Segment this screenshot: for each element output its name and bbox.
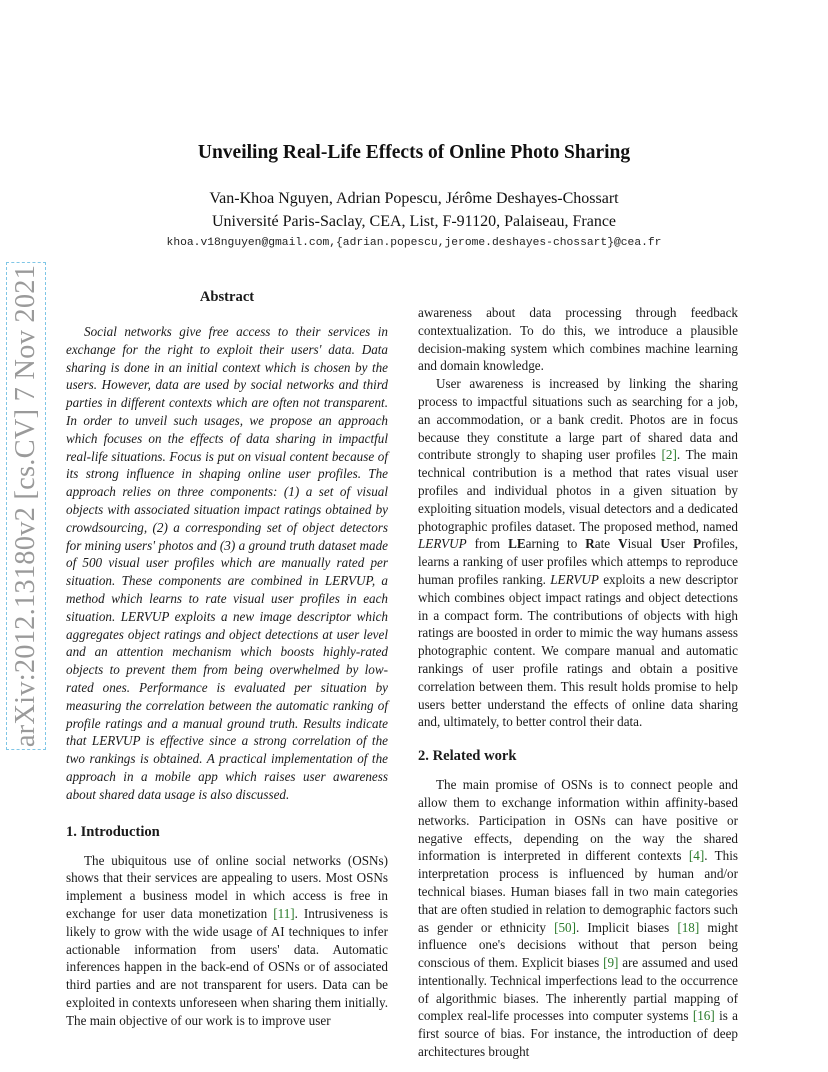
right-column — [418, 287, 738, 1061]
citation-link[interactable]: [11] — [273, 905, 295, 921]
abstract-text: Social networks give free access to their services in exchange for the right to exploit their users' data. Data sharing is done in an initial context which is chosen by the users. However, data are used by social networks and third parties in different contexts which are often not transparent. In order to unveil such usages, we propose an approach which focuses on the effects of data sharing in impactful real-life situations. Focus is put on visual content because of its strong influence in shaping online user profiles. The approach relies on three components: (1) a set of visual objects with associated situation impact ratings obtained by crowdsourcing, (2) a corresponding set of object detectors for mining users' photos and (3) a ground truth dataset made of 500 visual user profiles which are manually rated per situation. These components are combined in LERVUP, a method which learns to rate visual user profiles in each situation. LERVUP exploits a new image descriptor which aggregates object ratings and object detections at user level and an attention mechanism which boosts highly-rated objects to prevent them from being overwhelmed by low-rated ones. Performance is evaluated per situation by measuring the correlation between the automatic ranking of profile ratings and a manual ground truth. Results indicate that LERVUP is effective since a strong correlation of the two rankings is obtained. A practical implementation of the approach in a mobile app which raises user awareness about shared data usage is also discussed. — [66, 324, 388, 802]
section-heading-introduction: 1. Introduction — [66, 823, 160, 840]
method-name: LERVUP — [550, 571, 599, 587]
intro-paragraph-1: The ubiquitous use of online social networks (OSNs) shows that their services are appealing to users. Most OSNs implement a business model in which access is free in exchange for user data monetization [11]. Intrusiveness is likely to grow with the wide usage of AI techniques to infer actionable information from users' data. Automatic inferences happen in the back-end of OSNs or of associated third parties and are not transparent for users. Data can be exploited in contexts unforeseen when sharing them initially. The main objective of our work is to improve user — [66, 852, 388, 1028]
intro-paragraph-2: User awareness is increased by linking the sharing process to impactful situations such as searching for a job, an accommodation, or a bank credit. Photos are in focus because they constitute a large part of shared data and contribute strongly to shaping user profiles [2]. The main technical contribution is a method that rates visual user profiles and individual photos in a given situation by exploiting situation models, visual detectors and a dedicated photographic profiles dataset. The proposed method, named LERVUP from LEarning to Rate Visual User Profiles, learns a ranking of user profiles which attemps to reproduce human profiles ranking. LERVUP exploits a new descriptor which combines object impact ratings and object detections in a compact form. The contributions of objects with high ratings are boosted in order to mimic the way humans assess photographic content. We compare manual and automatic rankings of user profile ratings and obtain a positive correlation between them. This result holds promise to help users better understand the effects of online data sharing and, ultimately, to better control their data. — [418, 376, 738, 730]
authors: Van-Khoa Nguyen, Adrian Popescu, Jérôme Deshayes-Chossart — [209, 190, 619, 207]
left-column — [66, 287, 388, 1029]
method-name: LERVUP — [91, 733, 141, 749]
intro-paragraph-2: awareness about data processing through feedback contextualization. To do this, we introduce a plausible decision-making system which combines machine learning and domain knowledge. — [418, 305, 738, 374]
citation-link[interactable]: [16] — [692, 1008, 715, 1024]
emails: khoa.v18nguyen@gmail.com,{adrian.popescu,jerome.deshayes-chossart}@cea.fr — [166, 237, 662, 249]
citation-link[interactable]: [18] — [677, 919, 700, 935]
abstract-heading: Abstract — [199, 289, 255, 305]
affiliation: Université Paris-Saclay, CEA, List, F-91120, Palaiseau, France — [211, 213, 617, 230]
method-name: LERVUP — [418, 536, 467, 552]
section-heading-related-work: 2. Related work — [418, 748, 517, 765]
arxiv-id: arXiv:2012.13180v2 [cs.CV] 7 Nov 2021 — [10, 264, 41, 748]
related-paragraph-1: The main promise of OSNs is to connect people and allow them to exchange information within affinity-based networks. Participation in OSNs can have positive or negative effects, depending on the way the shared information is interpreted in different contexts [4]. This interpretation process is influenced by human and/or technical biases. Human biases fall in two main categories that are often studied in relation to demographic factors such as gender or ethnicity [50]. Implicit biases [18] might influence one's decisions without that person being conscious of them. Explicit biases [9] are assumed and used intentionally. Technical imperfections lead to the occurrence of algorithmic biases. The inherently partial mapping of complex real-life processes into computer systems [16] is a first source of bias. For instance, the introduction of deep architectures brought — [418, 777, 739, 1060]
paper-title: Unveiling Real-Life Effects of Online Photo Sharing — [197, 142, 631, 163]
method-name: LERVUP — [324, 573, 372, 589]
citation-link[interactable]: [50] — [554, 919, 576, 935]
method-name: LERVUP — [120, 608, 170, 624]
citation-link[interactable]: [2] — [661, 447, 677, 463]
citation-link[interactable]: [4] — [688, 848, 705, 864]
arxiv-stamp — [6, 262, 46, 750]
citation-link[interactable]: [9] — [603, 955, 619, 971]
